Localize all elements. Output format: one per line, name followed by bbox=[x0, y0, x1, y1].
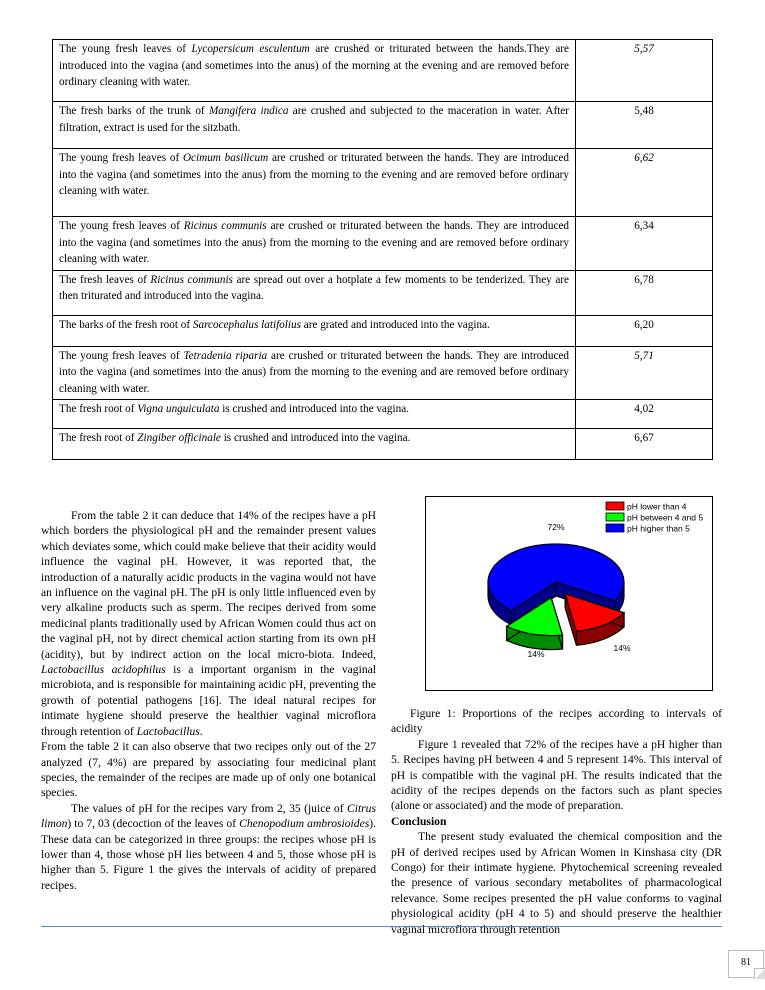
recipe-description: The barks of the fresh root of Sarcocephalus latifolius are grated and introduced into the vagina. bbox=[53, 315, 576, 346]
table-row bbox=[53, 102, 713, 149]
species-name: Ricinus communis bbox=[183, 220, 267, 232]
recipe-ph-value: 6,62 bbox=[576, 149, 713, 217]
recipe-description: The young fresh leaves of Tetradenia riparia are crushed or triturated between the hands. They are introduced into the vagina (and sometimes into the anus) from the morning to the evening and are removed before ordinary cleaning with water. bbox=[53, 346, 576, 400]
recipe-description: The fresh leaves of Ricinus communis are spread out over a hotplate a few moments to be tenderized. They are then triturated and introduced into the vagina. bbox=[53, 270, 576, 315]
paragraph-species-count: From the table 2 it can also observe that two recipes only out of the 27 analyzed (7, 4%) are prepared by associating four medicinal plant species, the remainder of the recipes are made up of only one botanical species. bbox=[41, 740, 376, 800]
conclusion-heading: Conclusion bbox=[391, 814, 447, 828]
recipe-description: The fresh root of Vigna unguiculata is crushed and introduced into the vagina. bbox=[53, 400, 576, 429]
pie-value-label: 14% bbox=[527, 649, 545, 659]
recipe-ph-value: 6,67 bbox=[576, 429, 713, 460]
legend-swatch bbox=[606, 502, 624, 510]
recipe-ph-value: 5,71 bbox=[576, 346, 713, 400]
species-name: Vigna unguiculata bbox=[137, 403, 220, 415]
table-row bbox=[53, 149, 713, 217]
right-column bbox=[391, 706, 722, 937]
recipe-ph-value: 6,78 bbox=[576, 270, 713, 315]
species-name: Tetradenia riparia bbox=[183, 349, 268, 362]
legend-label: pH between 4 and 5 bbox=[627, 512, 704, 523]
recipe-ph-value: 6,20 bbox=[576, 315, 713, 346]
table-row bbox=[53, 217, 713, 271]
figure-1-chart bbox=[425, 496, 713, 691]
recipe-description: The fresh barks of the trunk of Mangifera indica are crushed and subjected to the maceration in water. After filtration, extract is used for the sitzbath. bbox=[53, 102, 576, 149]
figure-caption: Figure 1: Proportions of the recipes according to intervals of acidity bbox=[391, 707, 722, 736]
species-name: Ocimum basilicum bbox=[182, 152, 269, 164]
table-row bbox=[53, 315, 713, 346]
recipe-description: The fresh root of Zingiber officinale is crushed and introduced into the vagina. bbox=[53, 429, 576, 460]
table-row bbox=[53, 429, 713, 460]
pie-chart-svg bbox=[426, 497, 712, 690]
pie-value-label: 72% bbox=[547, 522, 565, 532]
species-name: Zingiber officinale bbox=[137, 432, 221, 444]
species-name: Ricinus communis bbox=[150, 273, 233, 286]
recipe-description: The young fresh leaves of Lycopersicum esculentum are crushed or triturated between the hands.They are introduced into the vagina (and sometimes into the anus) of the morning at the evening and are removed before ordinary cleaning with water. bbox=[53, 40, 576, 102]
paragraph-figure-results: Figure 1 revealed that 72% of the recipes have a pH higher than 5. Recipes having pH between 4 and 5 represent 14%. This interval of pH is compatible with the vaginal pH. The results indicated that the acidity of the recipes depends on the factors such as plant species (alone or associated) and the mode of preparation. bbox=[391, 737, 722, 813]
recipe-ph-value: 5,48 bbox=[576, 102, 713, 149]
page-corner-fold bbox=[754, 968, 765, 979]
recipe-ph-value: 4,02 bbox=[576, 400, 713, 429]
pie-value-label: 14% bbox=[613, 643, 631, 653]
footer-rule bbox=[41, 926, 722, 927]
recipes-table bbox=[52, 39, 713, 460]
recipe-ph-value: 6,34 bbox=[576, 217, 713, 271]
species-name: Lycopersicum esculentum bbox=[191, 43, 310, 55]
legend-swatch bbox=[606, 513, 624, 521]
legend-label: pH lower than 4 bbox=[627, 501, 687, 512]
species-name: Sarcocephalus latifolius bbox=[192, 318, 301, 331]
table-row bbox=[53, 346, 713, 400]
legend-label: pH higher than 5 bbox=[627, 523, 690, 534]
paragraph-lactobacillus: From the table 2 it can deduce that 14% of the recipes have a pH which borders the physiological pH and the remainder present values which deviates some, which could make believe that their acidity would influence the vaginal pH. However, it was reported that, the introduction of a naturally acidic products in the vagina would not have an influence on the vaginal pH. The pH is only little influenced even by very alkaline products such as sperm. The recipes derived from some medicinal plants traditionally used by African Women could thus act on the vaginal pH, not by direct chemical action starting from its own pH (acidity), but by indirect action on the local micro-biota. Indeed, Lactobacillus acidophilus is a important organism in the vaginal microbiota, and is responsible for maintaining acidic pH, preventing the growth of potential pathogens [16]. The ideal natural recipes for intimate hygiene should preserve the healthier vaginal microflora through retention of Lactobacillus. bbox=[41, 509, 376, 738]
left-column bbox=[41, 508, 376, 893]
paragraph-ph-range: The values of pH for the recipes vary from 2, 35 (juice of Citrus limon) to 7, 03 (decoction of the leaves of Chenopodium ambrosioides). These data can be categorized in three groups: the recipes whose pH is lower than 4, those whose pH lies between 4 and 5, those whose pH is higher than 5. Figure 1 the gives the intervals of acidity of prepared recipes. bbox=[41, 801, 376, 892]
species-name: Mangifera indica bbox=[208, 105, 289, 117]
table-row bbox=[53, 400, 713, 429]
page-number: 81 bbox=[728, 950, 764, 978]
recipe-description: The young fresh leaves of Ocimum basilicum are crushed or triturated between the hands. They are introduced into the vagina (and sometimes into the anus) from the morning to the evening and are removed before ordinary cleaning with water. bbox=[53, 149, 576, 217]
recipe-description: The young fresh leaves of Ricinus communis are crushed or triturated between the hands. They are introduced into the vagina (and sometimes into the anus) from the morning to the evening and are removed before ordinary cleaning with water. bbox=[53, 217, 576, 271]
table-row bbox=[53, 270, 713, 315]
recipe-ph-value: 5,57 bbox=[576, 40, 713, 102]
legend-swatch bbox=[606, 524, 624, 532]
paragraph-conclusion: The present study evaluated the chemical composition and the pH of derived recipes used by African Women in Kinshasa city (DR Congo) for their intimate hygiene. Phytochemical screening revealed the presence of various secondary metabolites of pharmacological relevance. Some recipes presented the pH value conforms to vaginal physiological acidity (pH 4 to 5) and should preserve the healthier vaginal microflora through retention bbox=[391, 830, 722, 936]
table-row bbox=[53, 40, 713, 102]
